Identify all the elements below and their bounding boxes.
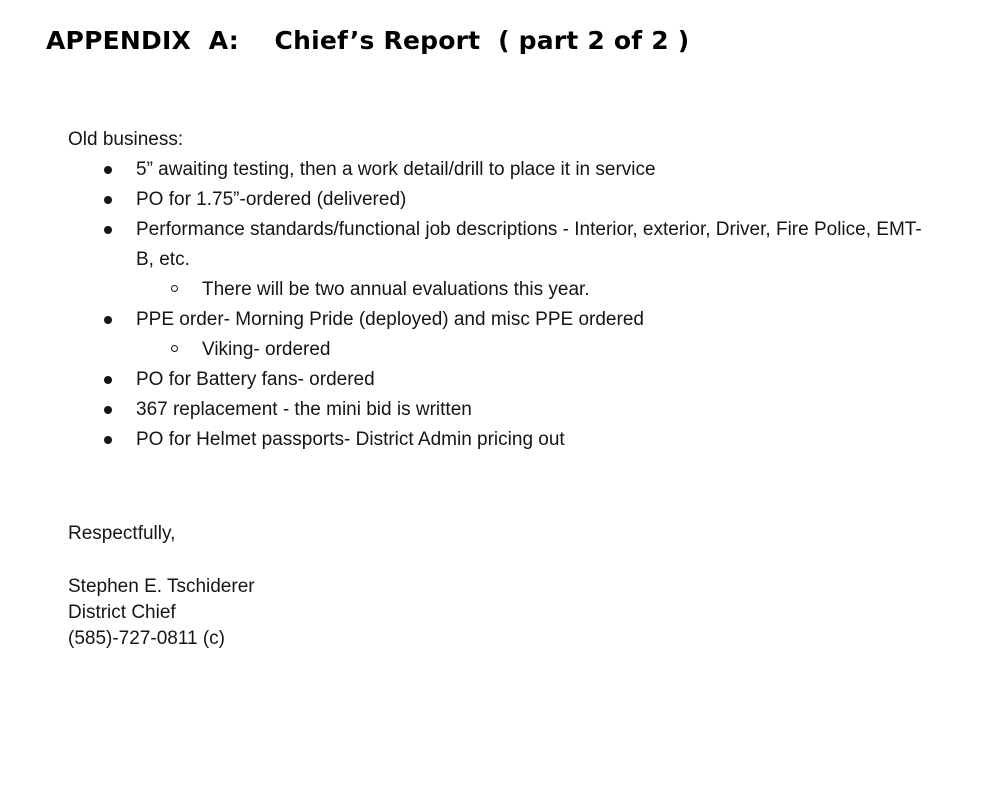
list-item-text: PO for 1.75”-ordered (delivered) [136,189,407,210]
signer-phone: (585)-727-0811 (c) [68,628,226,649]
page-title: APPENDIX A: Chief’s Report ( part 2 of 2 ) [46,26,690,55]
bullet-icon [104,436,112,444]
hollow-bullet-icon [171,345,178,352]
list-item [68,185,968,215]
list-item [68,305,968,365]
bullet-icon [104,166,112,174]
bullet-icon [104,226,112,234]
bullet-icon [104,376,112,384]
section-label-old-business: Old business: [68,129,184,150]
list-item [68,215,968,305]
sub-list [136,275,968,305]
signature-block [68,574,255,652]
scanned-report-body [68,125,968,455]
list-item-text: Performance standards/functional job descriptions - Interior, exterior, Driver, Fire Police, EMT-B, etc. [136,219,922,270]
sub-list-item [136,335,968,365]
list-item-text: PPE order- Morning Pride (deployed) and misc PPE ordered [136,309,644,330]
bullet-icon [104,406,112,414]
list-item-text: 367 replacement - the mini bid is written [136,399,472,420]
bullet-icon [104,196,112,204]
sub-list-item [136,275,968,305]
closing-salutation: Respectfully, [68,523,176,544]
list-item [68,155,968,185]
hollow-bullet-icon [171,285,178,292]
list-item-text: PO for Battery fans- ordered [136,369,375,390]
list-item-text: PO for Helmet passports- District Admin pricing out [136,429,565,450]
list-item [68,395,968,425]
sub-list [136,335,968,365]
sub-list-item-text: There will be two annual evaluations this year. [202,279,590,300]
bullet-icon [104,316,112,324]
signer-title: District Chief [68,602,176,623]
list-item [68,425,968,455]
sub-list-item-text: Viking- ordered [202,339,331,360]
list-item [68,365,968,395]
signer-name: Stephen E. Tschiderer [68,576,255,597]
list-item-text: 5” awaiting testing, then a work detail/drill to place it in service [136,159,656,180]
old-business-list [68,155,968,455]
